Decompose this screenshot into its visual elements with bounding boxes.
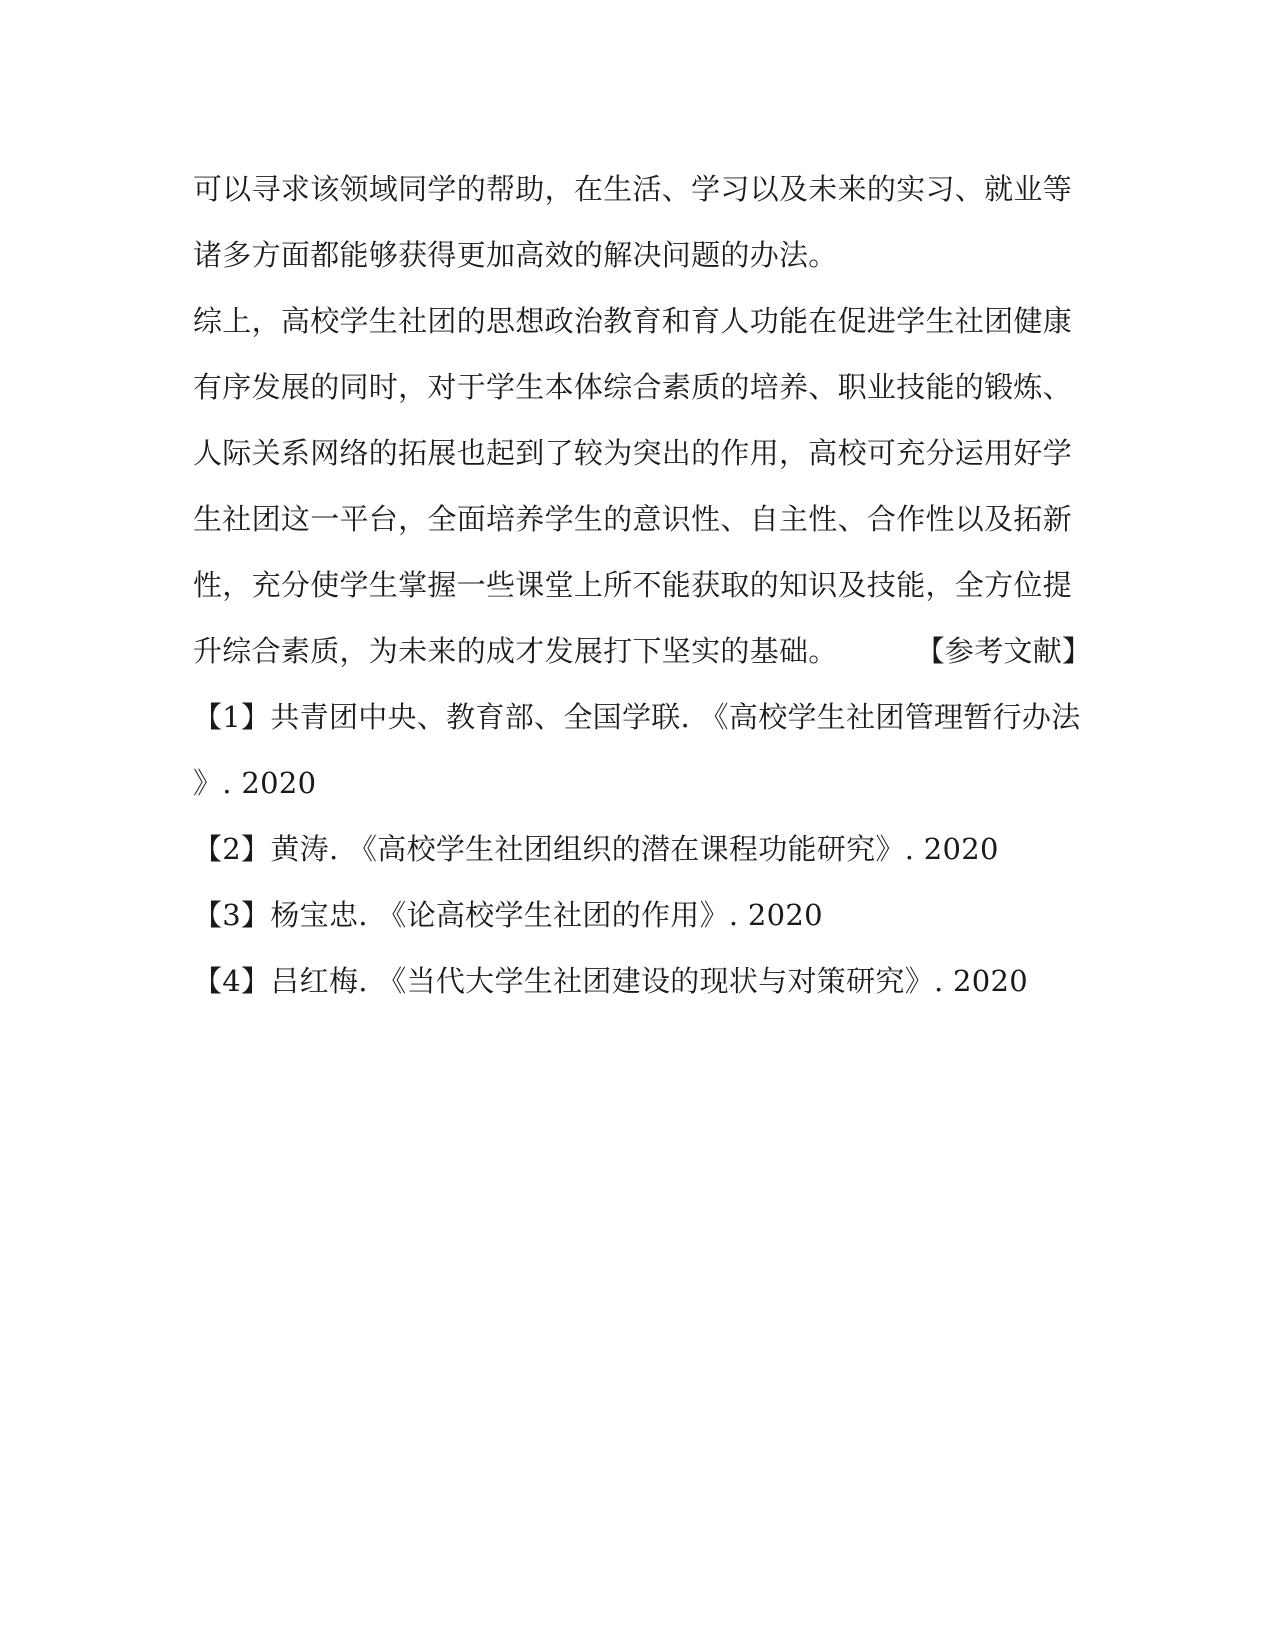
paragraph-line: 生社团这一平台，全面培养学生的意识性、自主性、合作性以及拓新	[193, 502, 1073, 536]
document-body	[193, 156, 1092, 1014]
reference-item: 【3】杨宝忠. 《论高校学生社团的作用》. 2020	[193, 898, 823, 932]
reference-item: 【4】吕红梅. 《当代大学生社团建设的现状与对策研究》. 2020	[193, 964, 1029, 998]
reference-item-continuation: 》. 2020	[193, 766, 317, 800]
references-heading: 【参考文献】	[915, 634, 1092, 668]
paragraph-line: 诸多方面都能够获得更加高效的解决问题的办法。	[193, 238, 838, 272]
paragraph-line: 升综合素质，为未来的成才发展打下坚实的基础。	[193, 634, 838, 668]
paragraph-line: 可以寻求该领域同学的帮助，在生活、学习以及未来的实习、就业等	[193, 172, 1073, 206]
paragraph-line-with-heading	[193, 618, 1092, 684]
paragraph-line: 人际关系网络的拓展也起到了较为突出的作用，高校可充分运用好学	[193, 436, 1073, 470]
reference-item: 【2】黄涛. 《高校学生社团组织的潜在课程功能研究》. 2020	[193, 832, 999, 866]
reference-item: 【1】共青团中央、教育部、全国学联. 《高校学生社团管理暂行办法	[193, 700, 1081, 734]
paragraph-line: 性，充分使学生掌握一些课堂上所不能获取的知识及技能，全方位提	[193, 568, 1073, 602]
paragraph-line: 有序发展的同时，对于学生本体综合素质的培养、职业技能的锻炼、	[193, 370, 1073, 404]
paragraph-line: 综上，高校学生社团的思想政治教育和育人功能在促进学生社团健康	[193, 304, 1073, 338]
